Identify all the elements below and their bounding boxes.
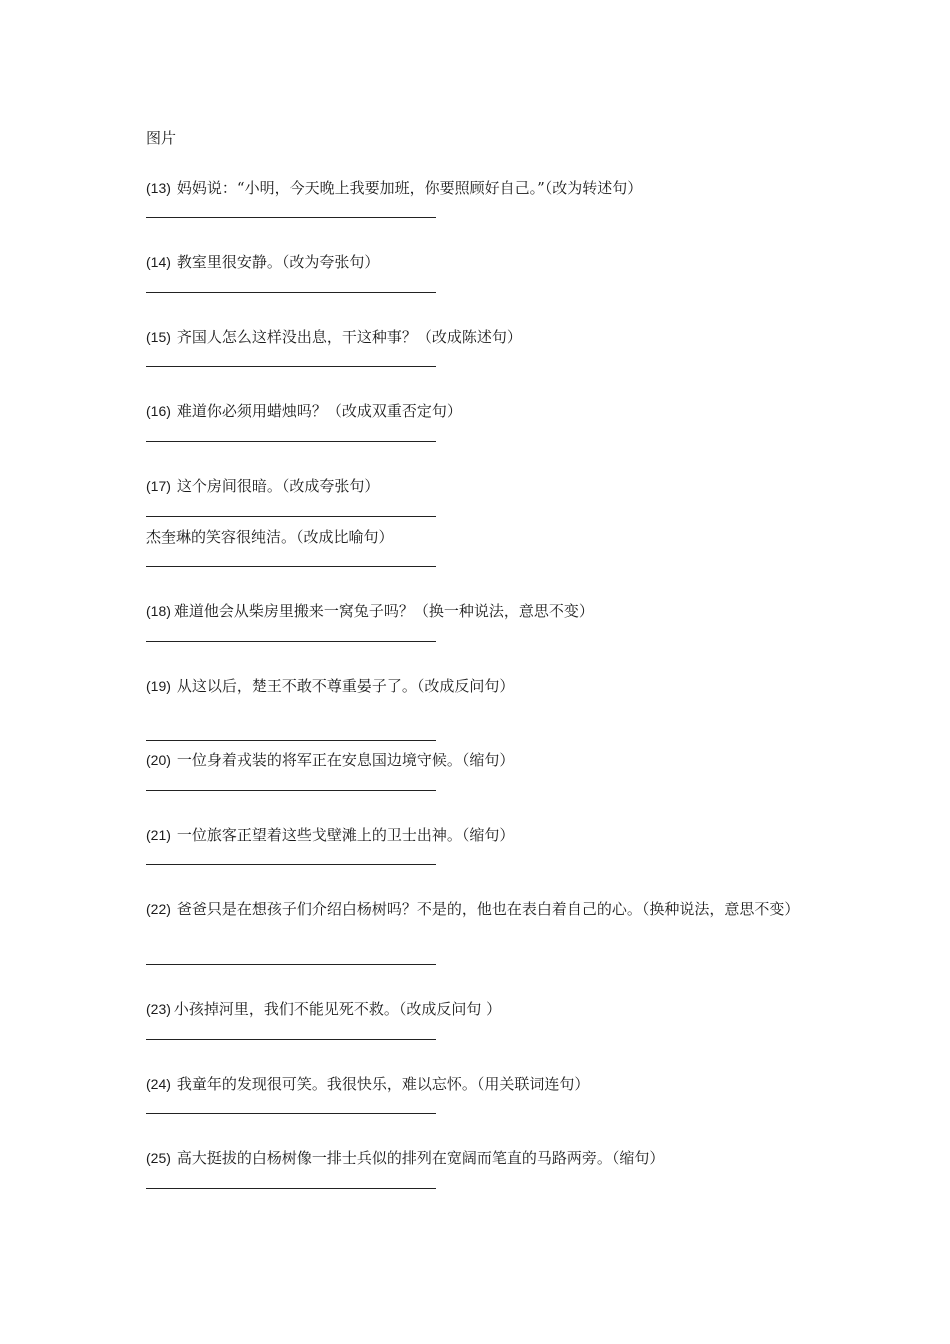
exercise-item-25 [146, 1146, 816, 1170]
exercise-item-16 [146, 399, 816, 423]
exercise-number: (18) [146, 603, 171, 619]
exercise-number: (13) [146, 180, 171, 196]
exercise-number: (22) [146, 901, 171, 917]
exercise-number: (14) [146, 254, 171, 270]
exercise-prompt: 难道他会从柴房里搬来一窝兔子吗？（换一种说法，意思不变） [173, 602, 594, 620]
answer-line-18[interactable] [146, 641, 436, 642]
image-placeholder-label: 图片 [146, 129, 177, 147]
answer-line-17[interactable] [146, 516, 436, 517]
answer-line-25[interactable] [146, 1188, 436, 1189]
exercise-prompt: 齐国人怎么这样没出息，干这种事？（改成陈述句） [176, 328, 522, 346]
exercise-item-14 [146, 250, 816, 274]
exercise-prompt: 教室里很安静。（改为夸张句） [176, 253, 380, 271]
answer-line-20[interactable] [146, 790, 436, 791]
exercise-prompt: 妈妈说：“小明，今天晚上我要加班，你要照顾好自己。”（改为转述句） [176, 179, 643, 197]
answer-line-16[interactable] [146, 441, 436, 442]
exercise-prompt: 这个房间很暗。（改成夸张句） [176, 477, 380, 495]
answer-line-24[interactable] [146, 1113, 436, 1114]
answer-line-23[interactable] [146, 1039, 436, 1040]
answer-line-unnumbered[interactable] [146, 566, 436, 567]
exercise-item-23 [146, 997, 816, 1021]
exercise-number: (19) [146, 678, 171, 694]
exercise-number: (17) [146, 478, 171, 494]
exercise-item-19 [146, 674, 816, 698]
exercise-prompt: 从这以后，楚王不敢不尊重晏子了。（改成反问句） [176, 677, 515, 695]
exercise-number: (24) [146, 1076, 171, 1092]
exercise-item-17 [146, 474, 816, 498]
exercise-prompt: 我童年的发现很可笑。我很快乐，难以忘怀。（用关联词连句） [176, 1075, 590, 1093]
answer-line-22[interactable] [146, 964, 436, 965]
answer-line-13[interactable] [146, 217, 436, 218]
exercise-item-22 [146, 897, 806, 921]
answer-line-21[interactable] [146, 864, 436, 865]
exercise-number: (16) [146, 403, 171, 419]
exercise-prompt: 小孩掉河里，我们不能见死不救。（改成反问句 ） [173, 1000, 502, 1018]
exercise-item-20 [146, 748, 816, 772]
exercise-item-13 [146, 176, 816, 200]
exercise-item-18 [146, 599, 816, 623]
exercise-item-24 [146, 1072, 816, 1096]
exercise-number: (23) [146, 1001, 171, 1017]
exercise-number: (20) [146, 752, 171, 768]
exercise-prompt: 爸爸只是在想孩子们介绍白杨树吗？不是的，他也在表白着自己的心。（换种说法，意思不变） [176, 900, 800, 918]
exercise-prompt: 一位身着戎装的将军正在安息国边境守候。（缩句） [176, 751, 515, 769]
exercise-number: (15) [146, 329, 171, 345]
exercise-number: (21) [146, 827, 171, 843]
exercise-prompt: 难道你必须用蜡烛吗？（改成双重否定句） [176, 402, 462, 420]
exercise-number: (25) [146, 1150, 171, 1166]
answer-line-19[interactable] [146, 740, 436, 741]
exercise-item-unnumbered [146, 525, 816, 549]
exercise-prompt: 一位旅客正望着这些戈壁滩上的卫士出神。（缩句） [176, 826, 515, 844]
exercise-prompt: 高大挺拔的白杨树像一排士兵似的排列在宽阔而笔直的马路两旁。（缩句） [176, 1149, 665, 1167]
exercise-item-21 [146, 823, 816, 847]
answer-line-15[interactable] [146, 366, 436, 367]
answer-line-14[interactable] [146, 292, 436, 293]
exercise-prompt: 杰奎琳的笑容很纯洁。（改成比喻句） [146, 528, 394, 546]
exercise-item-15 [146, 325, 816, 349]
